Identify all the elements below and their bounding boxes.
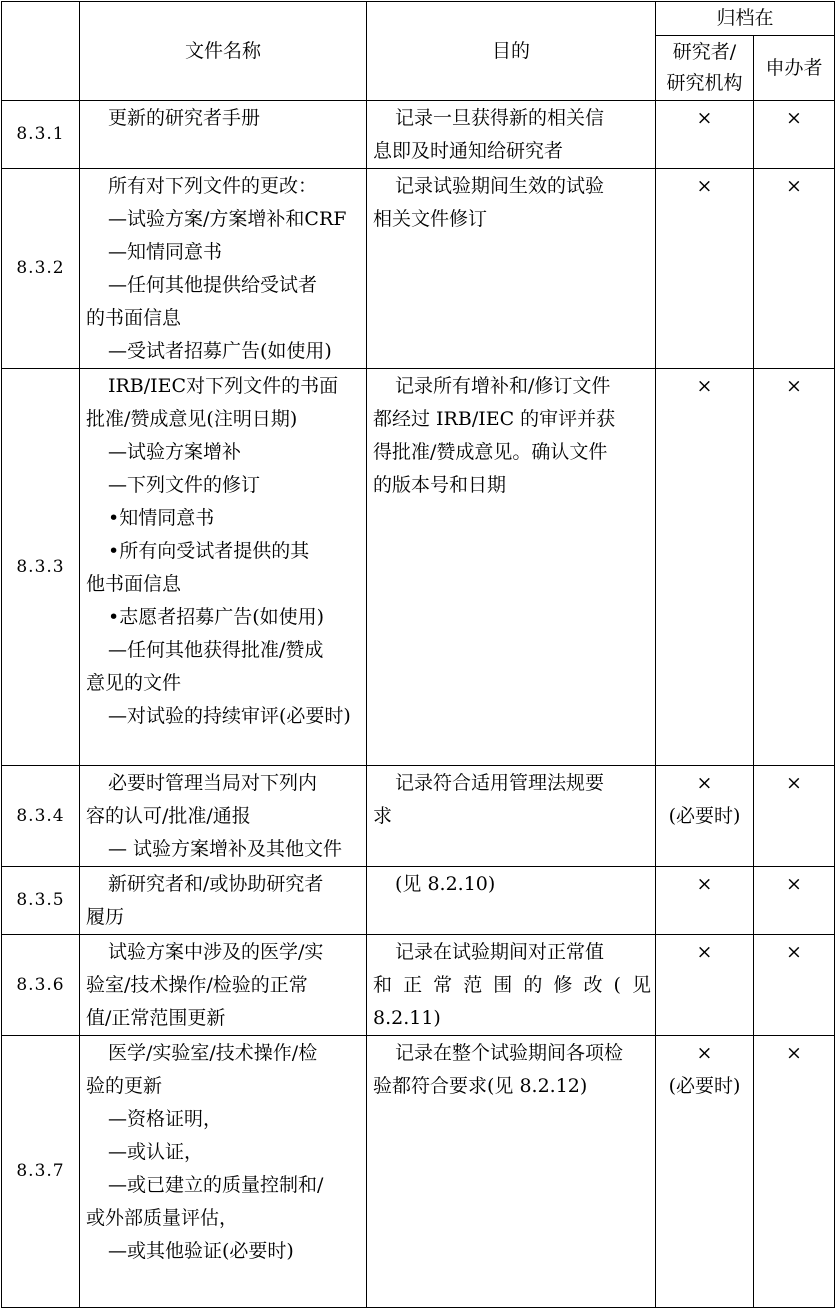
- essential-documents-table: [1, 1, 835, 1308]
- document-purpose: [367, 867, 656, 935]
- document-name: [80, 1036, 367, 1308]
- document-name-line: 更新的研究者手册: [108, 107, 261, 129]
- section-number: 8.3.3: [2, 369, 80, 766]
- header-archive: 归档在: [656, 2, 835, 36]
- document-purpose-line: 记录在整个试验期间各项检: [395, 1042, 624, 1064]
- table-row: [2, 766, 835, 867]
- document-name-line: •知情同意书: [108, 507, 215, 529]
- section-number: 8.3.4: [2, 766, 80, 867]
- document-purpose-line: 息即及时通知给研究者: [373, 140, 564, 162]
- section-number: 8.3.1: [2, 101, 80, 169]
- table-row: [2, 867, 835, 935]
- document-name-line: 新研究者和/或协助研究者: [108, 873, 324, 895]
- table-row: [2, 169, 835, 369]
- section-number: 8.3.7: [2, 1036, 80, 1308]
- conditional-note: (必要时): [668, 805, 741, 827]
- cross-mark: ×: [696, 375, 713, 397]
- document-name-line: 容的认可/批准/通报: [86, 805, 251, 827]
- header-id-cell: [2, 2, 80, 101]
- document-name-line: 值/正常范围更新: [86, 1007, 226, 1029]
- header-name: 文件名称: [80, 2, 367, 101]
- document-name-line: 意见的文件: [86, 672, 182, 694]
- table-row: [2, 101, 835, 169]
- cross-mark: ×: [696, 107, 713, 129]
- archive-sponsor-mark: ×: [754, 1036, 835, 1308]
- document-name-line: 验室/技术操作/检验的正常: [86, 974, 308, 996]
- archive-investigator-mark: [656, 935, 754, 1036]
- document-name-line: 必要时管理当局对下列内: [108, 772, 318, 794]
- document-name: [80, 169, 367, 369]
- section-number: 8.3.5: [2, 867, 80, 935]
- document-name-line: —下列文件的修订: [108, 474, 261, 496]
- archive-investigator-mark: [656, 1036, 754, 1308]
- header-investigator-line: 研究者/: [672, 41, 737, 63]
- document-name-line: —知情同意书: [108, 241, 223, 263]
- archive-sponsor-mark: ×: [754, 101, 835, 169]
- document-name: [80, 935, 367, 1036]
- document-purpose: [367, 369, 656, 766]
- document-name-line: — 试验方案增补及其他文件: [108, 838, 343, 860]
- table-body: [2, 101, 835, 1308]
- document-purpose-line: (见 8.2.10): [395, 873, 496, 895]
- document-name-line: 验的更新: [86, 1075, 163, 1097]
- cross-mark: ×: [696, 175, 713, 197]
- document-purpose-line: 得批准/赞成意见。确认文件: [373, 441, 608, 463]
- header-sponsor: 申办者: [754, 36, 835, 101]
- document-name-line: —试验方案增补: [108, 441, 242, 463]
- cross-mark: ×: [696, 1042, 713, 1064]
- section-number: 8.3.6: [2, 935, 80, 1036]
- conditional-note: (必要时): [668, 1075, 741, 1097]
- document-name-line: —资格证明，: [108, 1108, 223, 1130]
- document-purpose-line: 8.2.11): [373, 1007, 441, 1029]
- document-purpose-line: 记录一旦获得新的相关信: [395, 107, 605, 129]
- header-investigator-line: 研究机构: [666, 72, 743, 94]
- document-name-line: —对试验的持续审评(必要时): [108, 705, 351, 727]
- archive-sponsor-mark: ×: [754, 935, 835, 1036]
- document-name-line: •所有向受试者提供的其: [108, 540, 310, 562]
- document-name-line: 他书面信息: [86, 573, 182, 595]
- document-name-line: 履历: [86, 906, 125, 928]
- document-name: [80, 101, 367, 169]
- document-name: [80, 766, 367, 867]
- archive-sponsor-mark: ×: [754, 867, 835, 935]
- document-purpose-line: 都经过 IRB/IEC 的审评并获: [373, 408, 616, 430]
- document-name-line: IRB/IEC对下列文件的书面: [108, 375, 339, 397]
- document-name-line: 批准/赞成意见(注明日期): [86, 408, 298, 430]
- document-name-line: 所有对下列文件的更改：: [108, 175, 318, 197]
- document-purpose-line: 记录试验期间生效的试验: [395, 175, 605, 197]
- document-purpose: [367, 169, 656, 369]
- document-name-line: 的书面信息: [86, 307, 182, 329]
- document-purpose-line: 记录符合适用管理法规要: [395, 772, 605, 794]
- document-purpose-line: 和正常范围的修改(见: [373, 974, 651, 996]
- document-purpose: [367, 1036, 656, 1308]
- document-purpose-line: 记录在试验期间对正常值: [395, 941, 605, 963]
- document-purpose-line: 验都符合要求(见 8.2.12): [373, 1075, 588, 1097]
- archive-investigator-mark: [656, 369, 754, 766]
- document-name-line: —任何其他提供给受试者: [108, 274, 318, 296]
- document-name-line: —或认证，: [108, 1141, 204, 1163]
- document-name: [80, 369, 367, 766]
- document-purpose-line: 的版本号和日期: [373, 474, 507, 496]
- section-number: 8.3.2: [2, 169, 80, 369]
- header-purpose: 目的: [367, 2, 656, 101]
- document-name-line: 或外部质量评估，: [86, 1207, 239, 1229]
- document-name-line: 医学/实验室/技术操作/检: [108, 1042, 318, 1064]
- document-name-line: —或已建立的质量控制和/: [108, 1174, 324, 1196]
- document-name-line: •志愿者招募广告(如使用): [108, 606, 325, 628]
- archive-investigator-mark: [656, 867, 754, 935]
- cross-mark: ×: [696, 873, 713, 895]
- document-name: [80, 867, 367, 935]
- archive-investigator-mark: [656, 101, 754, 169]
- document-name-line: —受试者招募广告(如使用): [108, 340, 332, 362]
- archive-sponsor-mark: ×: [754, 369, 835, 766]
- table-row: [2, 369, 835, 766]
- document-name-line: —试验方案/方案增补和CRF: [108, 208, 347, 230]
- document-name-line: 试验方案中涉及的医学/实: [108, 941, 324, 963]
- document-purpose-line: 相关文件修订: [373, 208, 488, 230]
- document-name-line: —或其他验证(必要时): [108, 1240, 294, 1262]
- document-purpose: [367, 935, 656, 1036]
- archive-investigator-mark: [656, 169, 754, 369]
- document-purpose-line: 记录所有增补和/修订文件: [395, 375, 611, 397]
- table-row: [2, 935, 835, 1036]
- archive-sponsor-mark: ×: [754, 766, 835, 867]
- archive-investigator-mark: [656, 766, 754, 867]
- document-purpose: [367, 766, 656, 867]
- document-purpose: [367, 101, 656, 169]
- document-name-line: —任何其他获得批准/赞成: [108, 639, 324, 661]
- cross-mark: ×: [696, 772, 713, 794]
- header-investigator: [656, 36, 754, 101]
- document-purpose-line: 求: [373, 805, 393, 827]
- archive-sponsor-mark: ×: [754, 169, 835, 369]
- cross-mark: ×: [696, 941, 713, 963]
- table-row: [2, 1036, 835, 1308]
